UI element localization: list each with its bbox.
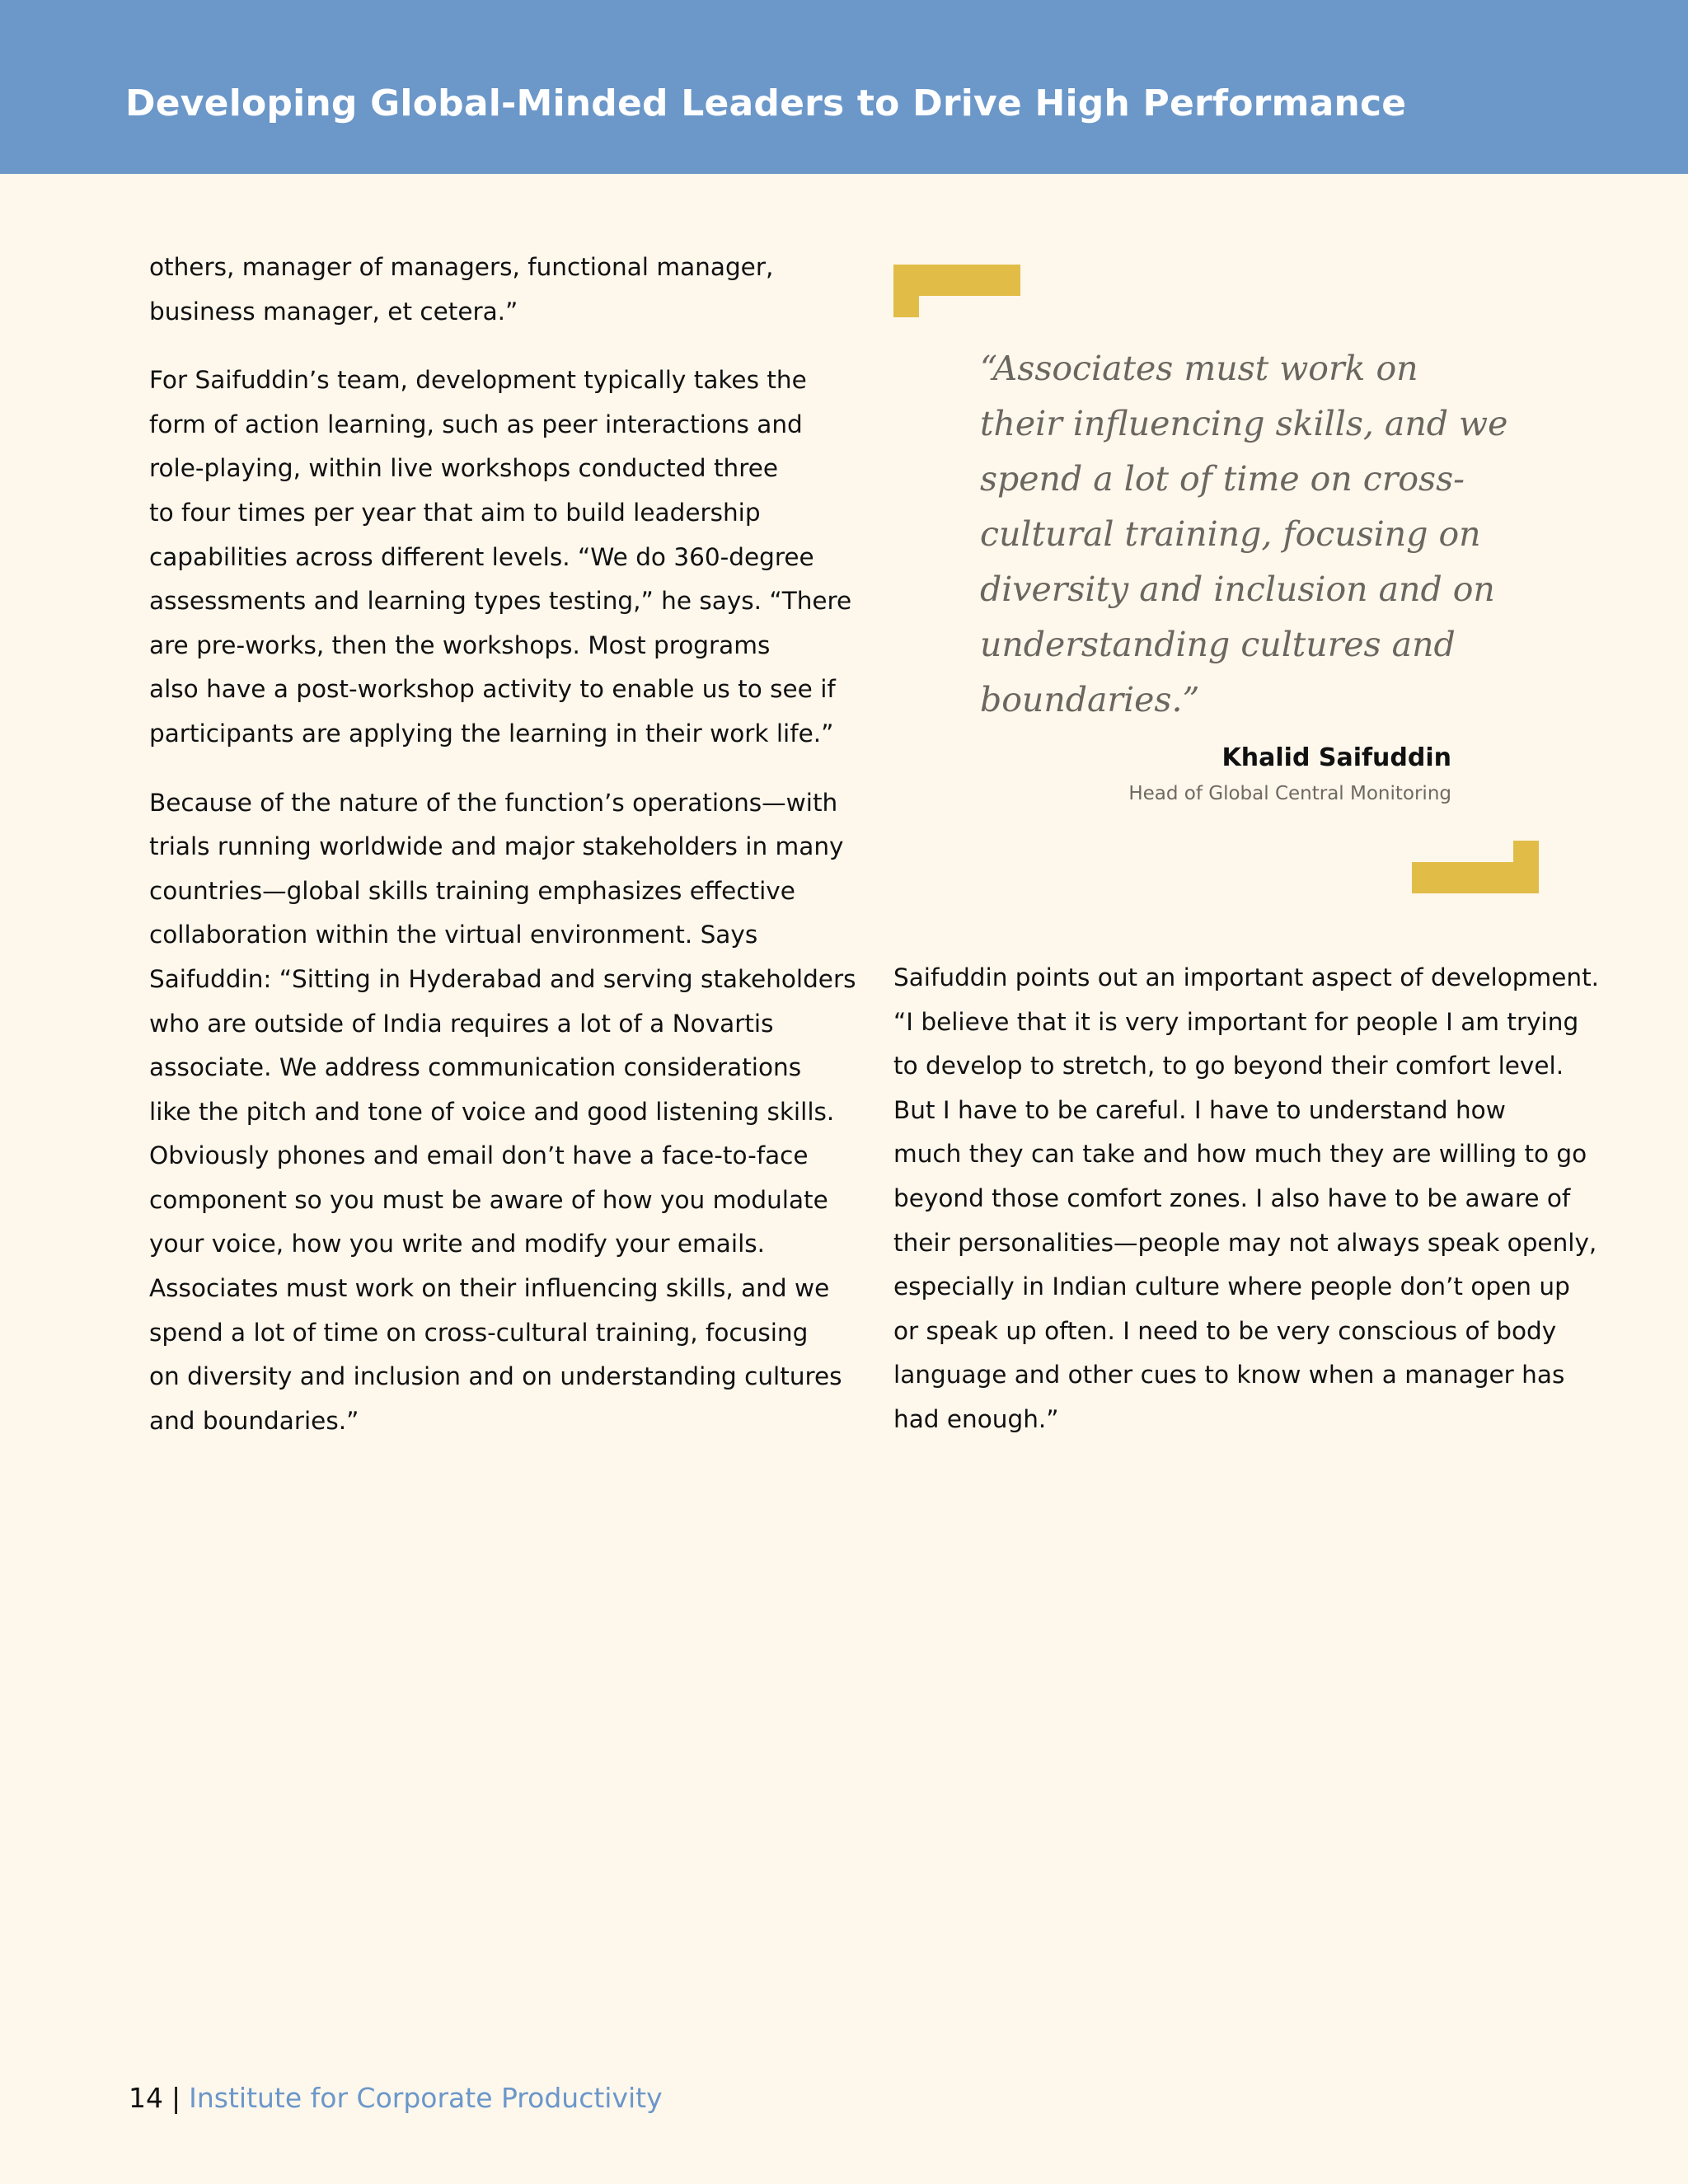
footer-separator: | [171,2082,181,2114]
text-line: capabilities across different levels. “We do 360-degree [149,542,814,571]
text-line: had enough.” [893,1404,1059,1433]
text-line: component so you must be aware of how you modulate [149,1185,828,1214]
text-line: especially in Indian culture where people don’t open up [893,1272,1570,1301]
text-line: also have a post-workshop activity to enable us to see if [149,675,836,704]
footer-organization: Institute for Corporate Productivity [189,2082,663,2114]
quote-line: diversity and inclusion and on [980,569,1495,609]
quote-line: “Associates must work on [980,349,1418,388]
pull-quote [980,341,1508,728]
page-footer [129,2082,663,2114]
text-line: But I have to be careful. I have to understand how [893,1095,1506,1124]
text-line: their personalities—people may not always speak openly, [893,1228,1597,1257]
text-line: on diversity and inclusion and on understanding cultures [149,1362,842,1391]
text-line: to four times per year that aim to build leadership [149,498,761,527]
quote-line: understanding cultures and [980,625,1456,664]
text-line: Obviously phones and email don’t have a face-to-face [149,1141,809,1170]
left-column [149,246,856,1468]
body-paragraph [893,956,1600,1442]
page-number: 14 [129,2082,163,2114]
text-line: “I believe that it is very important for people I am trying [893,1007,1579,1036]
text-line: business manager, et cetera.” [149,297,518,326]
text-line: form of action learning, such as peer interactions and [149,410,803,438]
body-paragraph [149,781,856,1444]
text-line: who are outside of India requires a lot of a Novartis [149,1009,774,1038]
text-line: For Saifuddin’s team, development typically takes the [149,366,807,395]
text-line: associate. We address communication considerations [149,1053,802,1082]
quote-line: their influencing skills, and we [980,404,1508,443]
text-line: like the pitch and tone of voice and good listening skills. [149,1097,835,1126]
text-line: collaboration within the virtual environment. Says [149,921,758,949]
right-column [893,956,1600,1467]
text-line: are pre-works, then the workshops. Most programs [149,630,771,659]
quote-line: boundaries.” [980,680,1200,719]
quote-open-bracket-tick [893,265,919,317]
body-paragraph [149,359,852,756]
text-line: others, manager of managers, functional manager, [149,253,774,281]
page-header [0,0,1688,174]
text-line: and boundaries.” [149,1406,359,1435]
text-line: role-playing, within live workshops conducted three [149,454,779,483]
text-line: to develop to stretch, to go beyond their comfort level. [893,1052,1564,1080]
quote-line: cultural training, focusing on [980,514,1481,554]
text-line: beyond those comfort zones. I also have to be aware of [893,1183,1571,1212]
quote-attribution-name: Khalid Saifuddin [1221,743,1451,772]
quote-attribution-role: Head of Global Central Monitoring [1128,783,1451,804]
text-line: participants are applying the learning in their work life.” [149,719,834,748]
quote-close-bracket-tick [1513,841,1539,893]
text-line: trials running worldwide and major stakeholders in many [149,832,844,861]
quote-line: spend a lot of time on cross- [980,459,1465,499]
page-title: Developing Global-Minded Leaders to Drive High Performance [125,82,1407,124]
text-line: language and other cues to know when a manager has [893,1361,1565,1390]
text-line: Saifuddin points out an important aspect of development. [893,963,1600,991]
body-paragraph [149,246,809,334]
text-line: Saifuddin: “Sitting in Hyderabad and serving stakeholders [149,964,856,993]
text-line: assessments and learning types testing,” he says. “There [149,587,852,616]
text-line: much they can take and how much they are willing to go [893,1140,1587,1169]
text-line: Associates must work on their influencing skills, and we [149,1274,830,1303]
text-line: countries—global skills training emphasizes effective [149,876,795,905]
text-line: Because of the nature of the function’s operations—with [149,788,838,817]
text-line: spend a lot of time on cross-cultural training, focusing [149,1318,809,1347]
text-line: your voice, how you write and modify your emails. [149,1230,766,1258]
text-line: or speak up often. I need to be very conscious of body [893,1316,1557,1345]
